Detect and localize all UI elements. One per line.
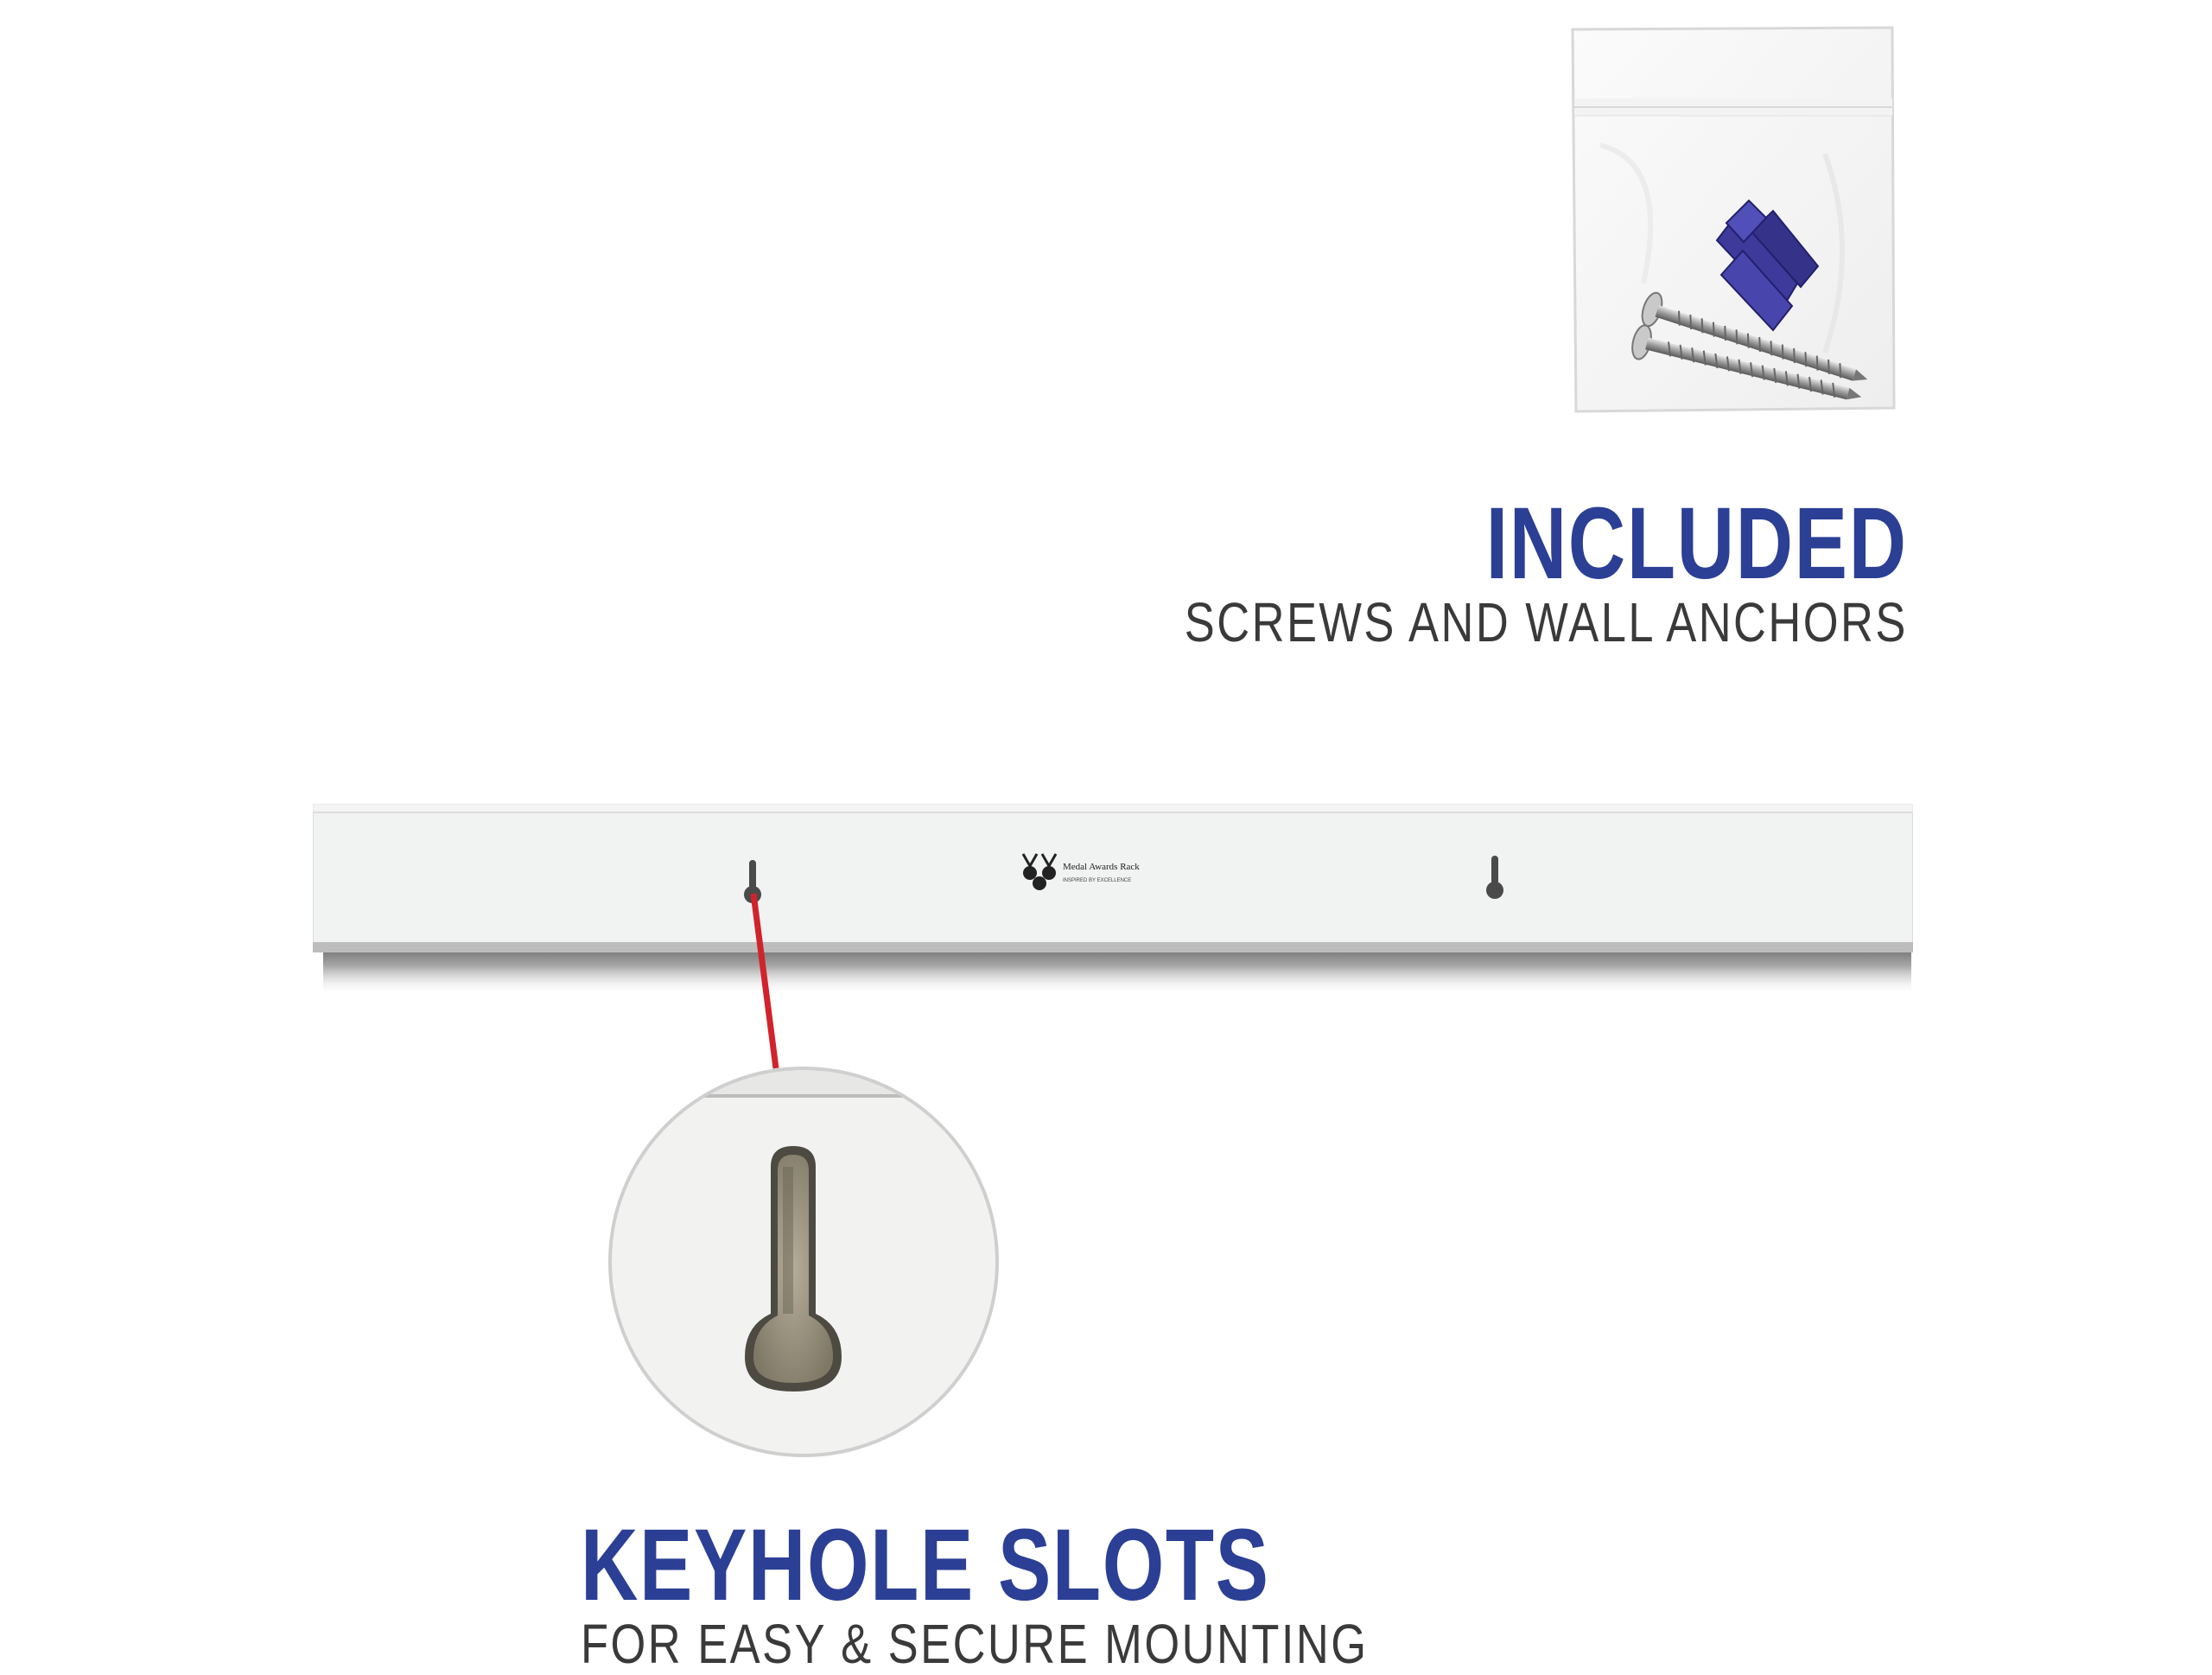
included-subheading: SCREWS AND WALL ANCHORS (1184, 591, 1908, 653)
keyhole-zoom-image (605, 1063, 1002, 1461)
medal-rack-image (313, 804, 1913, 1008)
keyhole-subheading: FOR EASY & SECURE MOUNTING (581, 1613, 1369, 1675)
included-heading: INCLUDED (1485, 487, 1908, 601)
screw-bag-image (1566, 24, 1899, 415)
pointer-line (743, 890, 795, 1072)
keyhole-heading: KEYHOLE SLOTS (581, 1508, 1270, 1622)
rack-logo-name: Medal Awards Rack (1063, 862, 1140, 872)
rack-logo-tagline: INSPIRED BY EXCELLENCE (1063, 878, 1132, 883)
